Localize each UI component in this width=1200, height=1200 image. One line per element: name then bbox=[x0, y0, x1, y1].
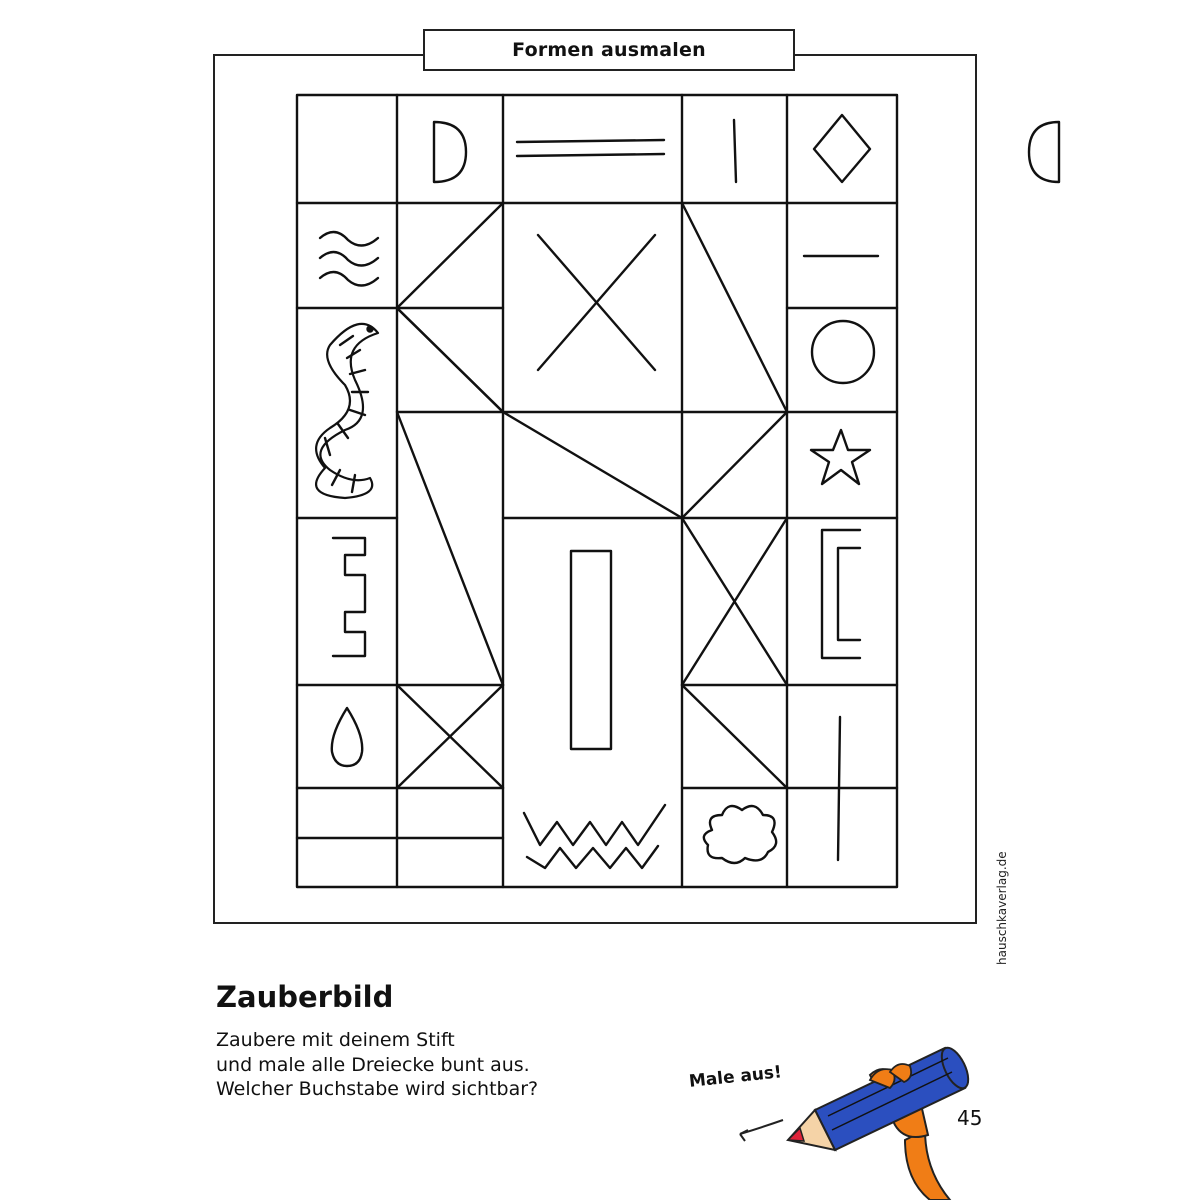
arrow-icon bbox=[740, 1120, 783, 1134]
instruction-line: Welcher Buchstabe wird sichtbar? bbox=[216, 1078, 539, 1100]
task-title: Zauberbild bbox=[216, 980, 394, 1014]
publisher-url: hauschkaverlag.de bbox=[995, 851, 1009, 965]
page-number: 45 bbox=[957, 1106, 983, 1130]
instruction-line: Zaubere mit deinem Stift bbox=[216, 1029, 455, 1051]
hint-label: Male aus! bbox=[688, 1062, 783, 1092]
header-title: Formen ausmalen bbox=[423, 29, 795, 71]
instruction-line: und male alle Dreiecke bunt aus. bbox=[216, 1053, 530, 1076]
pencil-icon bbox=[788, 1044, 974, 1150]
